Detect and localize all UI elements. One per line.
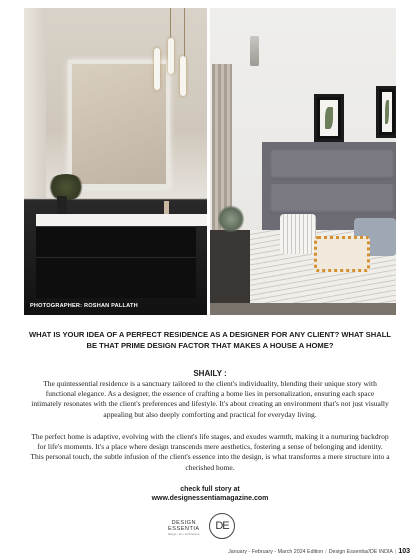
logo-line-2: ESSENTIA <box>168 526 200 532</box>
page-number: 103 <box>398 548 410 555</box>
marble-wall <box>24 8 46 198</box>
website-link[interactable]: www.designessentiamagazine.com <box>151 495 269 502</box>
striped-pillow <box>280 214 316 254</box>
full-story-cta[interactable] <box>0 485 420 503</box>
headboard-panel <box>270 150 394 180</box>
photo-credit: PHOTOGRAPHER: ROSHAN PALLATH <box>30 303 138 309</box>
bathroom-photo <box>24 8 207 315</box>
bedroom-photo <box>210 8 396 315</box>
answer-paragraph-1: The quintessential residence is a sanctuary tailored to the client's individuality, blending their unique story with functional elegance. As a designer, the essence of crafting a home lies in personalization, ensuring each space intimately resonates with the client's preferences and lifestyle. It's about creating an environment that's not just visually appealing but also deeply comforting and practical for everyday living. <box>31 379 389 419</box>
cta-text: check full story at <box>180 486 240 493</box>
pendant-light <box>168 38 174 74</box>
brand-label: Design Essentia//DE INDIA <box>328 549 393 555</box>
edition-label: January - February - March 2024 Edition <box>228 549 324 555</box>
answer-paragraph-2: The perfect home is adaptive, evolving with the client's life stages, and exudes warmth, making it a nurturing backdrop for life's moments. It's a place where design transcends mere aesthetics, fostering a sense of belonging and identity. This personal touch, the subtle infusion of the client's essence into the design, is what transforms a mere structure into a cherished home. <box>30 432 390 472</box>
headboard-panel <box>270 184 394 214</box>
wall-art-frame <box>376 86 396 138</box>
logo-line-1: DESIGN <box>171 520 197 526</box>
page-footer: January - February - March 2024 Edition / Design Essentia//DE INDIA | 103 <box>228 548 410 555</box>
speaker-name: SHAILY : <box>193 369 227 378</box>
design-essentia-logo <box>168 520 200 538</box>
pendant-lamp <box>250 36 259 66</box>
plant <box>218 204 244 234</box>
pendant-light <box>180 56 186 96</box>
logo-tagline: design • art • architecture <box>168 533 200 536</box>
floor <box>210 303 396 315</box>
de-monogram-logo: DE <box>209 513 235 539</box>
pendant-wire <box>184 8 185 58</box>
plant-pot <box>57 196 67 216</box>
bottle <box>164 201 169 215</box>
vanity-counter <box>36 214 207 226</box>
interview-question: WHAT IS YOUR IDEA OF A PERFECT RESIDENCE AS A DESIGNER FOR ANY CLIENT? WHAT SHALL BE THAT PRIME DESIGN FACTOR THAT MAKES A HOUSE A HOME? <box>29 330 391 351</box>
pendant-light <box>154 48 160 90</box>
wall-art-frame <box>314 94 344 142</box>
tassel-cushion <box>314 236 370 272</box>
black-vanity <box>36 226 196 298</box>
